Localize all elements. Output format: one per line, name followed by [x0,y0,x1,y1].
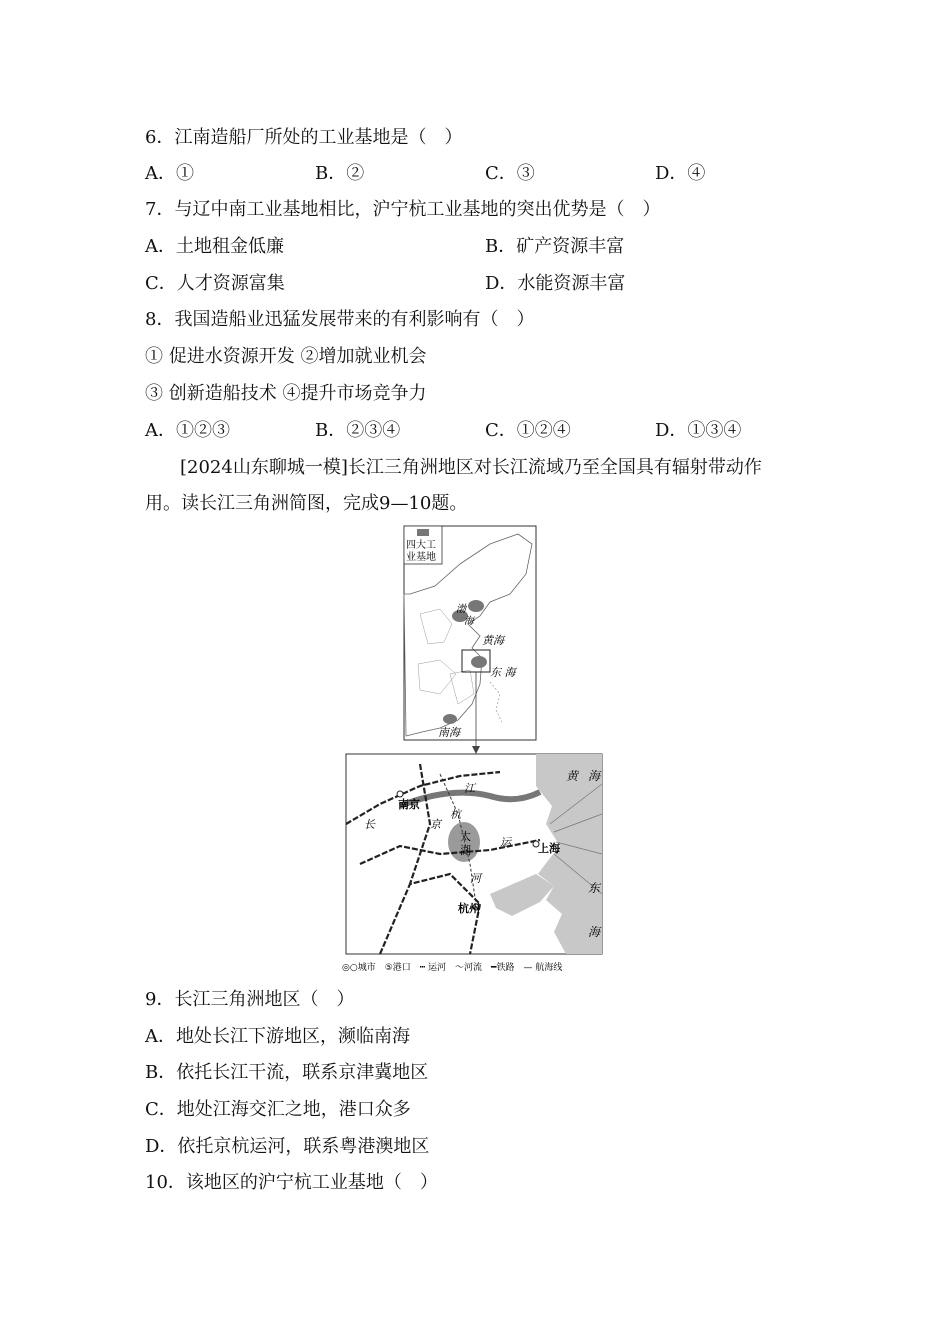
nanjing-city-marker [397,791,403,797]
tai-label: 太 [460,830,471,843]
q6-option-d: D．④ [655,163,706,184]
zhujiang-base [443,714,457,724]
q8-stem: 8．我国造船业迅猛发展带来的有利影响有（ ） [145,309,535,330]
q8-option-a: A．①②③ [145,420,230,441]
q7-option-b: B．矿产资源丰富 [485,236,625,257]
q10-stem: 10．该地区的沪宁杭工业基地（ ） [145,1172,438,1193]
nanhai-label-upper: 南海 [438,726,460,739]
q7-option-d: D．水能资源丰富 [485,273,626,294]
legend-box-label-2: 业基地 [406,552,436,563]
map-legend: ◎○城市 ⑤港口 ┅ 运河 〜河流 ━铁路 — 航海线 [342,963,563,973]
yun-label: 运 [500,836,511,849]
q6-option-a: A．① [145,163,194,184]
hangzhou-label: 杭州 [458,902,480,915]
connector-arrow [472,746,480,754]
q8-item-line-2: ③ 创新造船技术 ④提升市场竞争力 [145,383,427,404]
q9-option-c: C．地处江海交汇之地，港口众多 [145,1099,411,1120]
shanghai-label: 上海 [538,842,560,855]
yangtze-delta-map-figure [340,524,620,976]
liaozhongnan-base [468,600,484,612]
q6-option-b: B．② [315,163,365,184]
dong-label: 东 [588,881,601,895]
hai-label-2: 海 [588,925,601,939]
q6-option-c: C．③ [485,163,535,184]
donghai-label-upper: 东 海 [490,666,516,679]
q7-option-c: C．人才资源富集 [145,273,285,294]
q9-stem: 9．长江三角洲地区（ ） [145,989,355,1010]
q9-option-d: D．依托京杭运河，联系粤港澳地区 [145,1136,430,1157]
hang-label: 杭 [450,808,461,821]
huang-label: 黄 [566,769,579,783]
q7-option-a: A．土地租金低廉 [145,236,284,257]
chang-label: 长 [364,818,375,831]
jiang-label: 江 [464,782,475,795]
bohai-label-b: 海 [464,616,474,627]
map-svg [340,524,620,976]
hunighang-base [471,656,487,668]
intro-line-1: [2024山东聊城一模]长江三角洲地区对长江流域乃至全国具有辐射带动作 [180,457,762,478]
q9-option-b: B．依托长江干流，联系京津冀地区 [145,1062,429,1083]
legend-box-label-1: 四大工 [406,540,436,551]
q8-option-b: B．②③④ [315,420,401,441]
bohai-label-a: 渤 [456,604,466,615]
hu-label: 湖 [460,844,471,857]
he-label: 河 [470,872,481,885]
industrial-base-swatch [417,529,429,536]
jing-label: 京 [430,818,441,831]
nanjing-label: 南京 [398,798,420,811]
q9-option-a: A．地处长江下游地区，濒临南海 [145,1026,410,1047]
huanghai-label-upper: 黄海 [482,634,504,647]
intro-line-2: 用。读长江三角洲简图，完成9—10题。 [145,493,468,514]
q6-stem: 6．江南造船厂所处的工业基地是（ ） [145,127,463,148]
q7-stem: 7．与辽中南工业基地相比，沪宁杭工业基地的突出优势是（ ） [145,199,661,220]
hai-label-1: 海 [588,769,601,783]
q8-item-line-1: ① 促进水资源开发 ②增加就业机会 [145,346,427,367]
q8-option-c: C．①②④ [485,420,571,441]
q8-option-d: D．①③④ [655,420,742,441]
